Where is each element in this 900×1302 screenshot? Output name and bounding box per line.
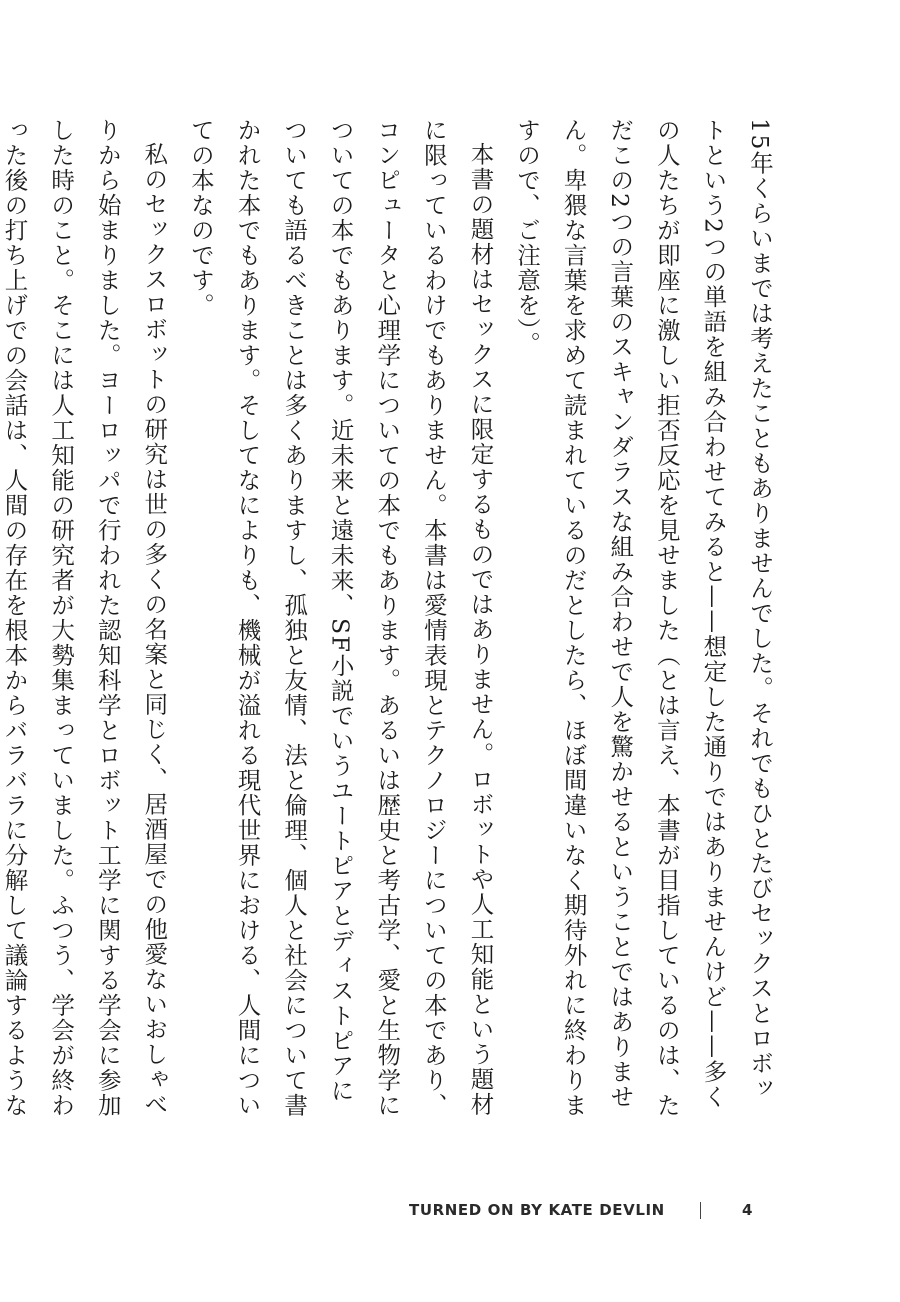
paragraph-2: 本書の題材はセックスに限定するものではありません。ロボットや人工知能という題材に限っているわけでもありません。本書は愛情表現とテクノロジーについての本であり、コンピュータと心理学についての本でもあります。あるいは歴史と考古学、愛と生物学についての本でもあります。近未来と遠未来、SF小説でいうユートピアとディストピアについても語るべきことは多くありますし、孤独と友情、法と倫理、個人と社会について書かれた本でもあります。そしてなによりも、機械が溢れる現代世界における、人間についての本なのです。 <box>186 118 495 1118</box>
vertical-text-body <box>0 118 783 1118</box>
page-number: 4 <box>742 1201 753 1219</box>
footer-divider <box>700 1202 701 1219</box>
running-footer-title: TURNED ON BY KATE DEVLIN <box>409 1201 665 1219</box>
paragraph-3: 私のセックスロボットの研究は世の多くの名案と同じく、居酒屋での他愛ないおしゃべりから始まりました。ヨーロッパで行われた認知科学とロボット工学に関する学会に参加した時のこと。そこには人工知能の研究者が大勢集まっていました。ふつう、学会が終わった後の打ち上げでの会話は、人間の存在を根本からバラバラに分解して議論するような <box>0 118 169 1118</box>
paragraph-1: 15年くらいまでは考えたこともありませんでした。それでもひとたびセックスとロボットという2つの単語を組み合わせてみると——想定した通りではありませんけど——多くの人たちが即座に激しい拒否反応を見せました（とは言え、本書が目指しているのは、ただこの2つの言葉のスキャンダラスな組み合わせで人を驚かせるということではありません。卑猥な言葉を求めて読まれているのだとしたら、ほぼ間違いなく期待外れに終わりますので、ご注意を）。 <box>513 118 774 1118</box>
page-footer <box>0 1198 900 1228</box>
